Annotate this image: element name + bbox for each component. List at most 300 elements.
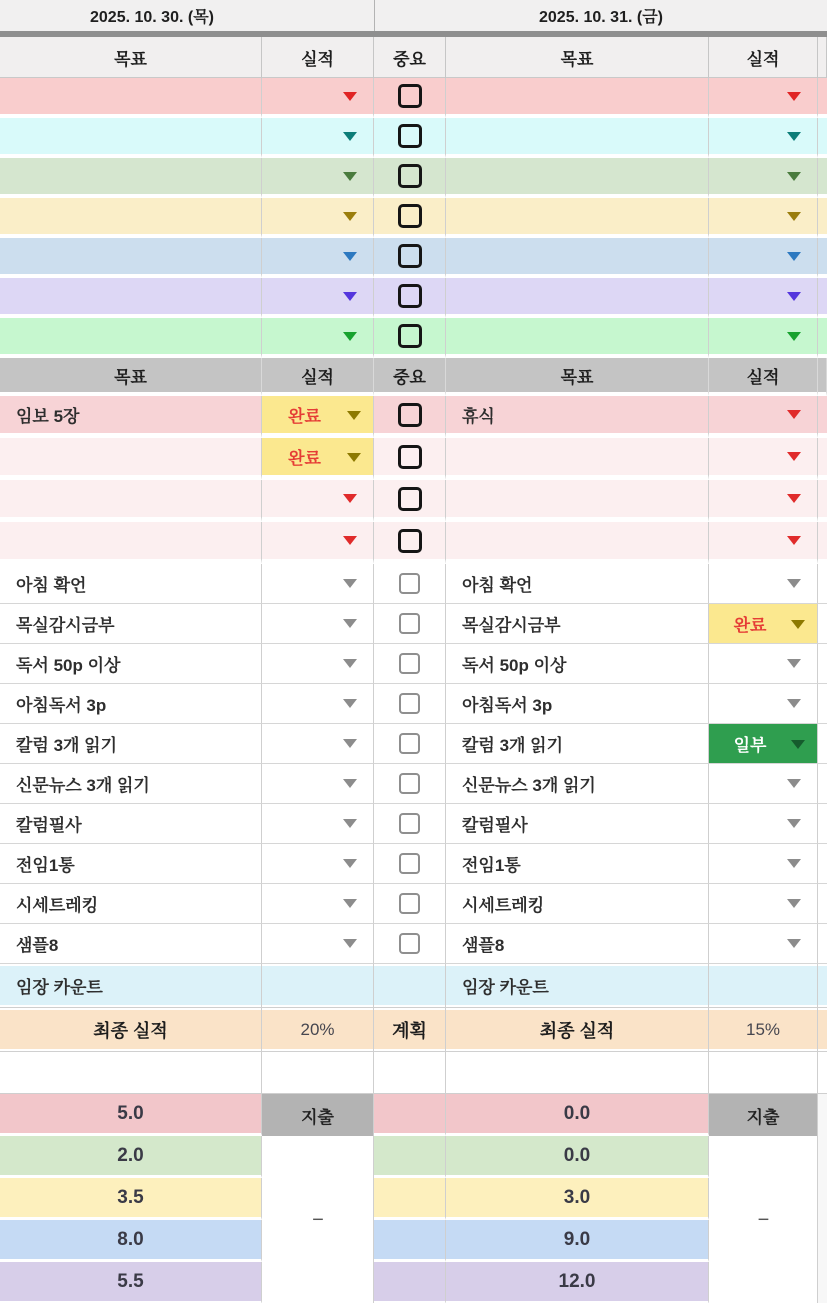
task-row [0,804,827,844]
dropdown-arrow-icon [787,292,801,301]
expense-empty-cell [262,1262,374,1303]
overflow-cell [818,1220,827,1262]
result-dropdown-cell[interactable] [262,884,374,924]
goal-cell[interactable] [446,396,709,438]
goal-cell[interactable] [446,684,709,724]
overflow-cell [818,158,827,198]
result-dropdown-cell[interactable] [262,804,374,844]
important-checkbox[interactable] [398,487,422,511]
goal-label: 휴식 [462,407,495,426]
important-checkbox[interactable] [399,693,420,714]
goal-cell[interactable] [0,238,262,278]
dropdown-arrow-icon [787,452,801,461]
goal-label: 샘플8 [16,936,59,955]
goal-label: 아침독서 3p [16,696,107,715]
dropdown-arrow-icon [787,536,801,545]
goal-cell[interactable] [446,198,709,238]
important-checkbox[interactable] [399,813,420,834]
result-dropdown-cell[interactable] [262,844,374,884]
important-cell [374,844,446,884]
plan-label-cell: 계획 [374,1008,446,1052]
dropdown-arrow-icon [787,92,801,101]
overflow-cell [818,358,827,396]
goal-cell[interactable] [0,396,262,438]
dropdown-arrow-icon [343,536,357,545]
goal-cell[interactable] [446,644,709,684]
goal-cell[interactable] [0,564,262,604]
goal-cell[interactable] [446,118,709,158]
overflow-cell [818,480,827,522]
status-badge: 완료 [733,616,767,635]
result-dropdown-cell[interactable] [709,564,818,604]
overflow-cell [818,804,827,844]
overflow-cell [818,1094,827,1136]
goal-label: 독서 50p 이상 [462,656,567,675]
result-dropdown-cell[interactable] [262,118,374,158]
dropdown-arrow-icon [791,740,805,749]
dropdown-arrow-icon [787,659,801,668]
result-dropdown-cell[interactable] [262,438,374,480]
important-cell [374,1094,446,1136]
goal-label: 독서 50p 이상 [16,656,121,675]
goal-label: 목실감시금부 [16,616,115,635]
result-dropdown-cell[interactable] [262,522,374,564]
dropdown-arrow-icon [343,819,357,828]
dropdown-arrow-icon [343,659,357,668]
expense-empty-cell [709,1136,818,1178]
amount-value: 2.0 [117,1144,144,1166]
result-dropdown-cell[interactable] [262,318,374,358]
goal-cell[interactable] [446,78,709,118]
goal-cell[interactable] [0,278,262,318]
goal-cell[interactable] [446,924,709,964]
overflow-cell [818,884,827,924]
goal-cell[interactable] [0,480,262,522]
overflow-cell [818,318,827,358]
goal-label: 신문뉴스 3개 읽기 [462,776,596,795]
important-checkbox[interactable] [399,853,420,874]
important-checkbox[interactable] [399,613,420,634]
result-dropdown-cell[interactable] [262,764,374,804]
goal-cell[interactable] [446,480,709,522]
amount-cell[interactable] [0,1220,262,1262]
task-row [0,564,827,604]
important-checkbox[interactable] [398,529,422,553]
result-dropdown-cell[interactable] [709,198,818,238]
dropdown-arrow-icon [787,212,801,221]
money-row [0,1220,827,1262]
result-dropdown-cell[interactable] [262,198,374,238]
important-checkbox[interactable] [398,124,422,148]
result-dropdown-cell[interactable] [262,158,374,198]
important-checkbox[interactable] [398,244,422,268]
final-result-label-cell: 최종 실적 [446,1008,709,1052]
expense-empty-cell [709,1262,818,1303]
amount-value: 0.0 [563,1102,591,1124]
goal-cell[interactable] [0,684,262,724]
goal-label: 신문뉴스 3개 읽기 [16,776,150,795]
category-row [0,118,827,158]
important-cell [374,924,446,964]
result-dropdown-cell[interactable] [709,480,818,522]
goal-cell[interactable] [446,238,709,278]
dropdown-arrow-icon [343,619,357,628]
date-header-row [0,0,827,31]
category-row [0,78,827,118]
dropdown-arrow-icon [787,779,801,788]
overflow-cell [818,1178,827,1220]
overflow-cell [818,764,827,804]
result-dropdown-cell[interactable] [709,684,818,724]
task-row [0,438,827,480]
category-row [0,278,827,318]
goal-cell[interactable] [446,278,709,318]
important-cell [374,964,446,1008]
important-checkbox[interactable] [399,653,420,674]
dropdown-arrow-icon [787,939,801,948]
column-header-goal: 목표 [446,358,709,396]
overflow-cell [818,1262,827,1303]
dropdown-arrow-icon [787,579,801,588]
result-dropdown-cell[interactable] [262,604,374,644]
important-checkbox[interactable] [399,773,420,794]
important-checkbox[interactable] [398,403,422,427]
result-dropdown-cell[interactable] [709,884,818,924]
goal-cell[interactable] [0,844,262,884]
dropdown-arrow-icon [343,859,357,868]
important-cell [374,480,446,522]
overflow-cell [818,964,827,1008]
important-cell [374,604,446,644]
expense-dash: − [757,1208,770,1231]
goal-cell[interactable] [446,438,709,480]
result-dropdown-cell[interactable] [262,278,374,318]
column-header-goal: 목표 [0,37,262,78]
result-dropdown-cell[interactable] [709,844,818,884]
goal-cell[interactable] [0,438,262,480]
expense-dash: − [312,1208,324,1231]
category-row [0,238,827,278]
counter-row [0,964,827,1008]
column-header-result: 실적 [262,358,374,396]
amount-cell[interactable] [0,1094,262,1136]
column-header-important: 중요 [374,37,446,78]
result-dropdown-cell[interactable] [709,644,818,684]
result-dropdown-cell[interactable] [709,78,818,118]
counter-result-cell[interactable] [262,964,374,1008]
goal-label: 칼럼 3개 읽기 [16,736,118,755]
goal-label: 아침 확언 [16,576,87,595]
result-dropdown-cell[interactable] [709,118,818,158]
goal-cell[interactable] [0,318,262,358]
overflow-cell [818,278,827,318]
result-dropdown-cell[interactable] [262,396,374,438]
important-checkbox[interactable] [398,445,422,469]
goal-cell[interactable] [446,158,709,198]
result-dropdown-cell[interactable] [709,318,818,358]
amount-cell[interactable] [446,1220,709,1262]
result-dropdown-cell[interactable] [262,684,374,724]
expense-empty-cell [262,1136,374,1178]
dropdown-arrow-icon [347,411,361,420]
goal-cell[interactable] [446,318,709,358]
amount-value: 5.5 [117,1270,144,1292]
important-checkbox[interactable] [398,204,422,228]
goal-label: 칼럼 3개 읽기 [462,736,564,755]
column-header-goal: 목표 [446,37,709,78]
dropdown-arrow-icon [343,699,357,708]
amount-cell[interactable] [0,1136,262,1178]
important-cell [374,564,446,604]
important-checkbox[interactable] [398,284,422,308]
dropdown-arrow-icon [343,172,357,181]
important-cell [374,158,446,198]
important-cell [374,724,446,764]
important-cell [374,804,446,844]
dropdown-arrow-icon [343,332,357,341]
result-dropdown-cell[interactable] [262,924,374,964]
column-header-row-mid [0,358,827,396]
goal-cell[interactable] [0,644,262,684]
important-cell [374,278,446,318]
amount-value: 8.0 [117,1228,144,1250]
dropdown-arrow-icon [343,779,357,788]
final-result-value-left[interactable]: 20% [262,1008,374,1052]
important-cell [374,644,446,684]
result-dropdown-cell[interactable] [709,604,818,644]
overflow-cell [818,564,827,604]
category-section [0,78,827,358]
result-dropdown-cell[interactable] [709,924,818,964]
counter-goal-cell[interactable]: 임장 카운트 [446,964,709,1008]
result-dropdown-cell[interactable] [262,238,374,278]
overflow-cell [818,644,827,684]
dropdown-arrow-icon [343,494,357,503]
goal-cell[interactable] [0,78,262,118]
category-row [0,318,827,358]
date-header-left: 2025. 10. 30. (목) [0,0,375,31]
dropdown-arrow-icon [343,579,357,588]
result-dropdown-cell[interactable] [262,480,374,522]
important-cell [374,1220,446,1262]
important-cell [374,396,446,438]
result-dropdown-cell[interactable] [709,522,818,564]
result-dropdown-cell[interactable] [709,438,818,480]
important-cell [374,238,446,278]
dropdown-arrow-icon [787,899,801,908]
result-dropdown-cell[interactable] [709,238,818,278]
task-row [0,644,827,684]
dropdown-arrow-icon [343,252,357,261]
overflow-cell [818,198,827,238]
amount-cell[interactable] [0,1262,262,1303]
goal-cell[interactable] [0,118,262,158]
status-badge: 완료 [288,449,321,468]
goal-cell[interactable] [446,764,709,804]
result-dropdown-cell[interactable] [709,278,818,318]
amount-value: 9.0 [563,1228,591,1250]
final-result-row [0,1008,827,1052]
result-dropdown-cell[interactable] [709,158,818,198]
overflow-cell [818,438,827,480]
amount-cell[interactable] [446,1094,709,1136]
task-row [0,924,827,964]
overflow-cell [818,724,827,764]
final-result-label-cell: 최종 실적 [0,1008,262,1052]
goal-cell[interactable] [446,804,709,844]
result-dropdown-cell[interactable] [709,396,818,438]
important-cell [374,1178,446,1220]
task-row [0,522,827,564]
goal-label: 목실감시금부 [462,616,561,635]
goal-label: 아침 확언 [462,576,533,595]
result-dropdown-cell[interactable] [709,764,818,804]
goal-cell[interactable] [0,924,262,964]
result-dropdown-cell[interactable] [262,78,374,118]
overflow-cell [818,604,827,644]
status-badge: 완료 [288,407,321,426]
amount-value: 3.5 [117,1186,144,1208]
dropdown-arrow-icon [787,819,801,828]
goal-cell[interactable] [0,604,262,644]
task-row [0,884,827,924]
dropdown-arrow-icon [787,332,801,341]
overflow-cell [818,844,827,884]
goal-cell[interactable] [0,522,262,564]
overflow-cell [818,924,827,964]
expense-header-cell [709,1094,818,1136]
money-row [0,1136,827,1178]
dropdown-arrow-icon [787,859,801,868]
money-section [0,1094,827,1303]
result-dropdown-cell[interactable] [262,564,374,604]
goal-cell[interactable] [446,724,709,764]
overflow-cell [818,1136,827,1178]
goal-cell[interactable] [446,564,709,604]
overflow-cell [818,522,827,564]
result-dropdown-cell[interactable] [262,724,374,764]
expense-label: 지출 [301,1107,334,1127]
dropdown-arrow-icon [787,699,801,708]
amount-value: 3.0 [563,1186,591,1208]
column-header-important: 중요 [374,358,446,396]
date-header-right: 2025. 10. 31. (금) [539,9,663,26]
goal-cell[interactable] [446,522,709,564]
important-cell [374,1136,446,1178]
money-row [0,1178,827,1220]
final-result-value-right[interactable]: 15% [709,1008,818,1052]
overflow-cell [818,396,827,438]
spacer-row [0,1052,827,1094]
counter-result-cell[interactable] [709,964,818,1008]
overflow-cell [818,118,827,158]
important-checkbox[interactable] [398,84,422,108]
important-checkbox[interactable] [399,573,420,594]
column-header-result: 실적 [262,37,374,78]
goal-label: 전임1통 [16,856,75,875]
goal-cell[interactable] [446,844,709,884]
important-checkbox[interactable] [399,893,420,914]
important-cell [374,884,446,924]
expense-header-cell [262,1094,374,1136]
goal-label: 칼럼필사 [16,816,82,835]
task-row [0,604,827,644]
dropdown-arrow-icon [347,453,361,462]
amount-cell[interactable] [446,1136,709,1178]
important-cell [374,764,446,804]
amount-value: 12.0 [558,1270,596,1292]
result-dropdown-cell[interactable] [709,804,818,844]
goal-label: 아침독서 3p [462,696,553,715]
goal-cell[interactable] [0,884,262,924]
amount-cell[interactable] [446,1262,709,1303]
goal-label: 칼럼필사 [462,816,528,835]
dropdown-arrow-icon [787,132,801,141]
column-header-result: 실적 [709,37,818,78]
money-row [0,1262,827,1303]
dropdown-arrow-icon [343,132,357,141]
goal-cell[interactable] [0,804,262,844]
amount-cell[interactable] [0,1178,262,1220]
counter-goal-cell[interactable]: 임장 카운트 [0,964,262,1008]
important-checkbox[interactable] [399,933,420,954]
important-cell [374,438,446,480]
important-cell [374,1262,446,1303]
task-row [0,684,827,724]
important-checkbox[interactable] [398,164,422,188]
amount-value: 0.0 [563,1144,591,1166]
important-cell [374,78,446,118]
important-cell [374,318,446,358]
column-header-goal: 목표 [0,358,262,396]
task-row [0,844,827,884]
goal-cell[interactable] [446,604,709,644]
amount-cell[interactable] [446,1178,709,1220]
important-cell [374,118,446,158]
dropdown-arrow-icon [343,739,357,748]
dropdown-arrow-icon [791,620,805,629]
goal-label: 시세트레킹 [16,896,99,915]
result-dropdown-cell[interactable] [262,644,374,684]
dropdown-arrow-icon [787,252,801,261]
result-dropdown-cell[interactable] [709,724,818,764]
goal-cell[interactable] [446,884,709,924]
goal-label: 임보 5장 [16,407,80,426]
goal-cell[interactable] [0,724,262,764]
dropdown-arrow-icon [787,410,801,419]
category-row [0,158,827,198]
goal-cell[interactable] [0,198,262,238]
dropdown-arrow-icon [343,899,357,908]
dropdown-arrow-icon [787,172,801,181]
important-cell [374,522,446,564]
dropdown-arrow-icon [787,494,801,503]
column-header-row-top [0,37,827,78]
dropdown-arrow-icon [343,939,357,948]
important-checkbox[interactable] [398,324,422,348]
dropdown-arrow-icon [343,212,357,221]
important-checkbox[interactable] [399,733,420,754]
expense-label: 지출 [746,1107,780,1127]
task-row [0,480,827,522]
goal-cell[interactable] [0,158,262,198]
dropdown-arrow-icon [343,292,357,301]
dropdown-arrow-icon [343,92,357,101]
goal-label: 시세트레킹 [462,896,545,915]
task-row [0,396,827,438]
task-row [0,764,827,804]
goal-cell[interactable] [0,764,262,804]
